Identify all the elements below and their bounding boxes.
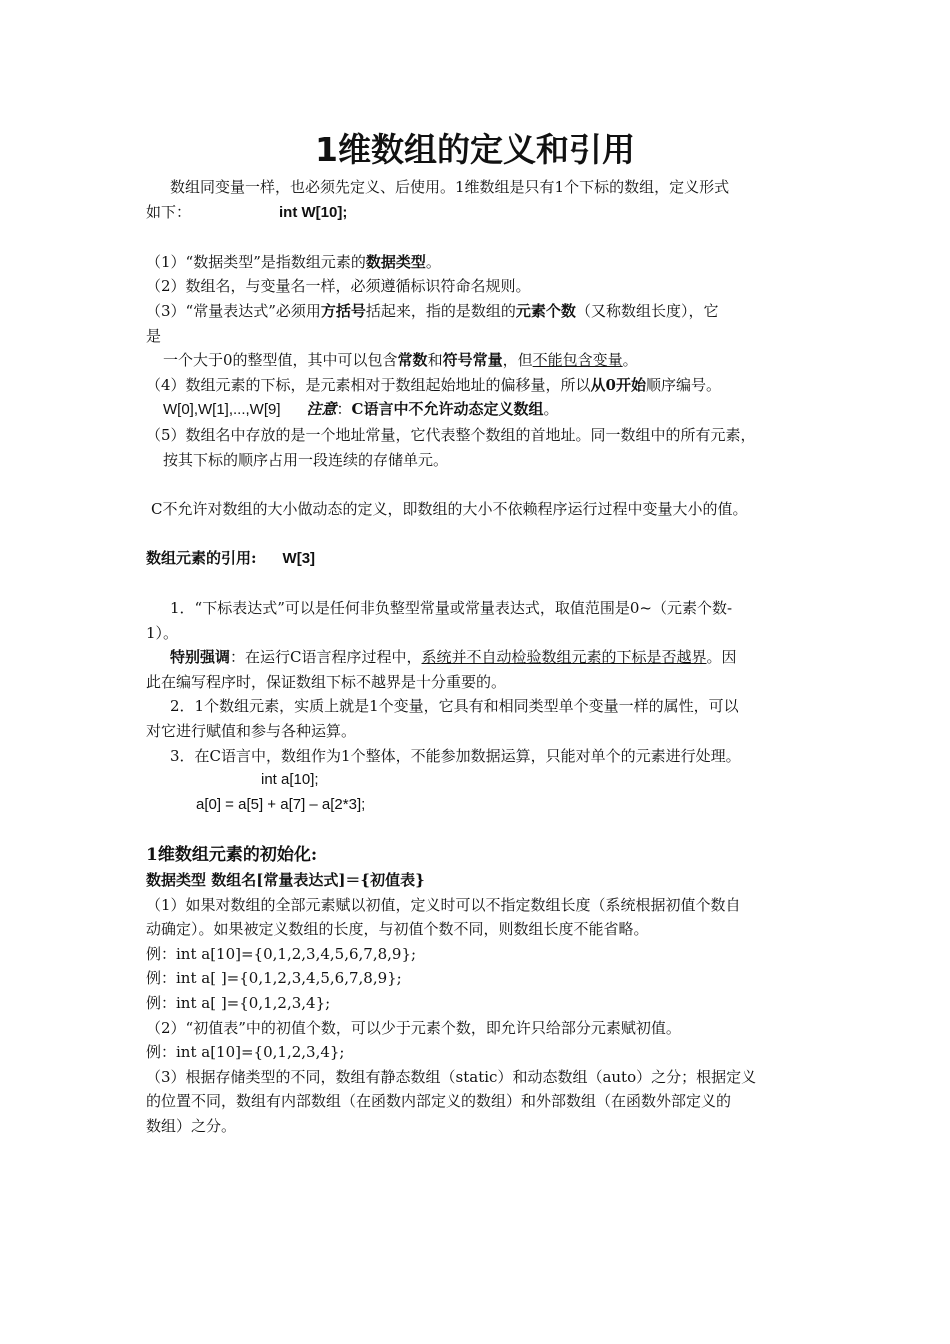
item-1 (146, 250, 816, 275)
item-3-bold-c: 常数 (397, 351, 428, 370)
ref-heading-line (146, 546, 816, 572)
item-2: （2）数组名，与变量名一样，必须遵循标识符命名规则。 (146, 277, 531, 296)
ref-example: W[3] (282, 549, 316, 567)
item-4-text: （4）数组元素的下标，是元素相对于数组起始地址的偏移量，所以 (146, 375, 591, 394)
item-4-note: C语言中不允许动态定义数组 (351, 400, 544, 419)
item-4-note-label: 注意 (306, 400, 337, 419)
ref-emphasis-cont: 此在编写程序时，保证数组下标不越界是十分重要的。 (146, 672, 507, 691)
item-1-text: （1）“数据类型”是指数组元素的 (146, 252, 366, 271)
init-example-3: 例：int a[ ]={0,1,2,3,4}; (146, 994, 331, 1012)
item-5-cont: 按其下标的顺序占用一段连续的存储单元。 (163, 450, 449, 469)
init-example-4: 例：int a[10]={0,1,2,3,4}; (146, 1043, 345, 1062)
init-example-1: 例：int a[10]={0,1,2,3,4,5,6,7,8,9}; (146, 944, 417, 963)
item-3-bold-d: 符号常量 (442, 351, 503, 370)
emphasis-text-b: 。因 (706, 648, 737, 667)
item-4-bold: 从0开始 (590, 375, 646, 394)
ref-heading: 数组元素的引用: (146, 548, 257, 567)
item-4 (146, 373, 816, 398)
code-line-1: int a[10]; (261, 771, 319, 789)
emphasis-text-a: ：在运行C语言程序过程中， (230, 648, 422, 667)
ref-emphasis (146, 645, 816, 670)
item-3-text-e: 和 (427, 351, 443, 370)
item-3-text-d: 一个大于0的整型值，其中可以包含 (163, 351, 398, 370)
item-4-array-list: W[0],W[1],...,W[9] (163, 401, 281, 419)
item-3-cont (146, 348, 816, 373)
init-rule-3-cont: 的位置不同，数组有内部数组（在函数内部定义的数组）和外部数组（在函数外部定义的 (146, 1092, 732, 1111)
emphasis-label: 特别强调 (170, 648, 231, 667)
item-4-note-end: 。 (543, 400, 559, 419)
init-rule-3-end: 数组）之分。 (146, 1116, 237, 1135)
item-3-underline: 不能包含变量 (532, 351, 623, 370)
init-syntax: 数据类型 数组名[常量表达式]＝{初值表} (146, 871, 425, 890)
emphasis-underline: 系统并不自动检验数组元素的下标是否越界 (421, 648, 707, 667)
ref-point-1-cont: 1）。 (146, 623, 179, 642)
item-3 (146, 299, 816, 324)
init-heading: 1维数组元素的初始化: (146, 845, 318, 866)
item-5: （5）数组名中存放的是一个地址常量，它代表整个数组的首地址。同一数组中的所有元素， (146, 425, 756, 444)
ref-point-3: 3．在C语言中，数组作为1个整体，不能参加数据运算，只能对单个的元素进行处理。 (170, 746, 741, 765)
ref-point-2: 2．1个数组元素，实质上就是1个变量，它具有和相同类型单个变量一样的属性，可以 (170, 697, 739, 716)
ref-point-2-cont: 对它进行赋值和参与各种运算。 (146, 722, 357, 741)
dynamic-size-note: C不允许对数组的大小做动态的定义，即数组的大小不依赖程序运行过程中变量大小的值。 (151, 499, 748, 518)
intro-label: 如下： (146, 202, 192, 221)
init-rule-1-cont: 动确定）。如果被定义数组的长度，与初值个数不同，则数组长度不能省略。 (146, 920, 649, 939)
intro-line-1: 数组同变量一样，也必须先定义、后使用。1维数组是只有1个下标的数组，定义形式 (170, 178, 730, 196)
document-body (146, 175, 816, 1139)
item-4-end: 顺序编号。 (645, 375, 721, 394)
init-rule-1: （1）如果对数组的全部元素赋以初值，定义时可以不指定数组长度（系统根据初值个数自 (146, 895, 741, 914)
init-rule-3: （3）根据存储类型的不同，数组有静态数组（static）和动态数组（auto）之分；根据定义 (146, 1067, 757, 1086)
item-3-bold-a: 方括号 (320, 301, 366, 320)
item-3-bold-b: 元素个数 (515, 301, 576, 320)
ref-point-1: 1．“下标表达式”可以是任何非负整型常量或常量表达式，取值范围是0~（元素个数- (170, 599, 733, 618)
item-1-end: 。 (425, 252, 441, 271)
item-3-text-c: （又称数组长度），它 (575, 301, 719, 320)
item-3-wrap: 是 (146, 326, 162, 345)
intro-code: int W[10]; (279, 203, 348, 221)
item-1-bold: 数据类型 (365, 252, 426, 271)
item-4-colon: ： (336, 400, 352, 419)
intro-line-2 (146, 200, 816, 226)
item-3-end: 。 (622, 351, 638, 370)
init-rule-2: （2）“初值表”中的初值个数，可以少于元素个数，即允许只给部分元素赋初值。 (146, 1018, 681, 1037)
item-3-text-f: ，但 (502, 351, 533, 370)
page-title: 1维数组的定义和引用 (315, 130, 635, 169)
item-4-cont (146, 397, 816, 423)
item-3-text-a: （3）“常量表达式”必须用 (146, 301, 321, 320)
code-line-2: a[0] = a[5] + a[7] – a[2*3]; (196, 795, 366, 813)
init-example-2: 例：int a[ ]={0,1,2,3,4,5,6,7,8,9}; (146, 969, 402, 988)
item-3-text-b: 括起来，指的是数组的 (365, 301, 516, 320)
